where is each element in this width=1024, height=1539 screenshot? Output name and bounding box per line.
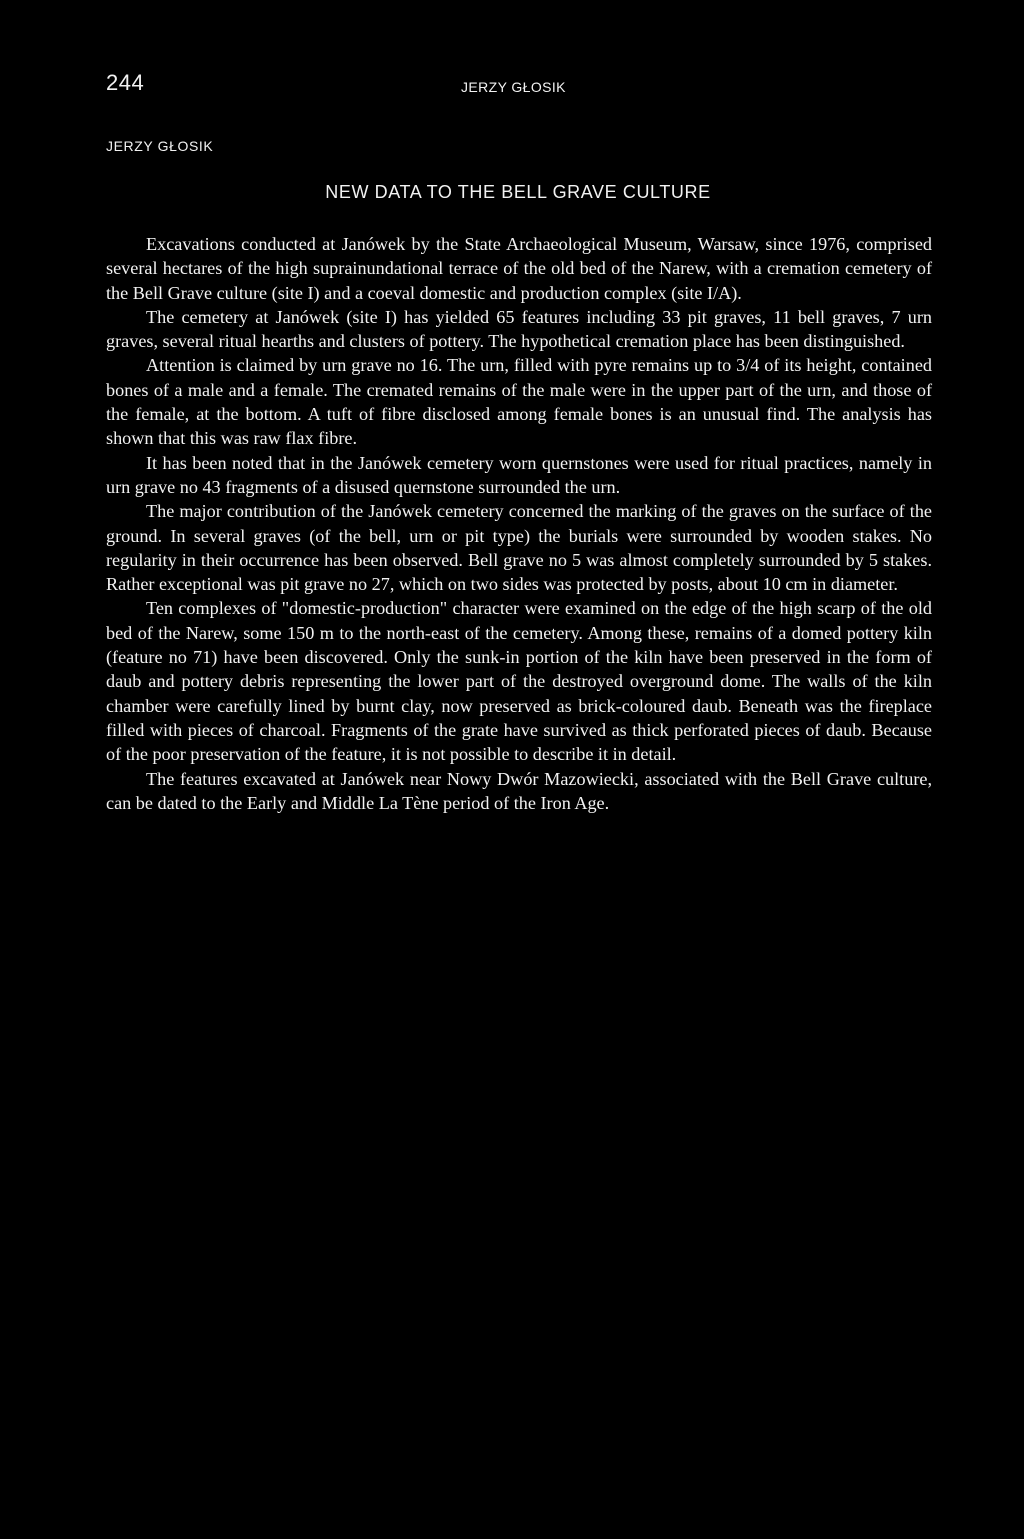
paragraph: It has been noted that in the Janówek cemetery worn quernstones were used for ritual practices, namely in urn grave no 43 fragments of a disused quernstone surrounded the urn. [106, 452, 932, 497]
paragraph: The features excavated at Janówek near Nowy Dwór Mazowiecki, associated with the Bell Grave culture, can be dated to the Early and Middle La Tène period of the Iron Age. [106, 768, 932, 813]
article-body [106, 232, 932, 815]
paragraph: Excavations conducted at Janówek by the State Archaeological Museum, Warsaw, since 1976, comprised several hectares of the high suprainundational terrace of the old bed of the Narew, with a cremation cemetery of the Bell Grave culture (site I) and a coeval domestic and production complex (site I/A). [106, 234, 932, 303]
paragraph: Ten complexes of "domestic-production" character were examined on the edge of the high scarp of the old bed of the Narew, some 150 m to the north-east of the cemetery. Among these, remains of a domed pottery kiln (feature no 71) have been discovered. Only the sunk-in portion of the kiln have been preserved in the form of daub and pottery debris representing the lower part of the destroyed overground dome. The walls of the kiln chamber were carefully lined by burnt clay, now preserved as brick-coloured daub. Beneath was the fireplace filled with pieces of charcoal. Fragments of the grate have survived as thick perforated pieces of daub. Because of the poor preservation of the feature, it is not possible to describe it in detail. [106, 598, 932, 765]
paragraph: The major contribution of the Janówek cemetery concerned the marking of the graves on the surface of the ground. In several graves (of the bell, urn or pit type) the burials were surrounded by wooden stakes. No regularity in their occurrence has been observed. Bell grave no 5 was almost completely surrounded by 5 stakes. Rather exceptional was pit grave no 27, which on two sides was protected by posts, about 10 cm in diameter. [106, 501, 932, 595]
paragraph: The cemetery at Janówek (site I) has yielded 65 features including 33 pit graves, 11 bell graves, 7 urn graves, several ritual hearths and clusters of pottery. The hypothetical cremation place has been distinguished. [106, 306, 932, 352]
running-head [106, 70, 930, 100]
article-title: NEW DATA TO THE BELL GRAVE CULTURE [325, 182, 711, 202]
running-head-author: JERZY GŁOSIK [461, 79, 566, 95]
page-number: 244 [106, 70, 145, 95]
paragraph: Attention is claimed by urn grave no 16. The urn, filled with pyre remains up to 3/4 of its height, contained bones of a male and a female. The cremated remains of the male were in the upper part of the urn, and those of the female, at the bottom. A tuft of fibre disclosed among female bones is an unusual find. The analysis has shown that this was raw flax fibre. [106, 355, 932, 449]
article-author: JERZY GŁOSIK [106, 138, 214, 154]
